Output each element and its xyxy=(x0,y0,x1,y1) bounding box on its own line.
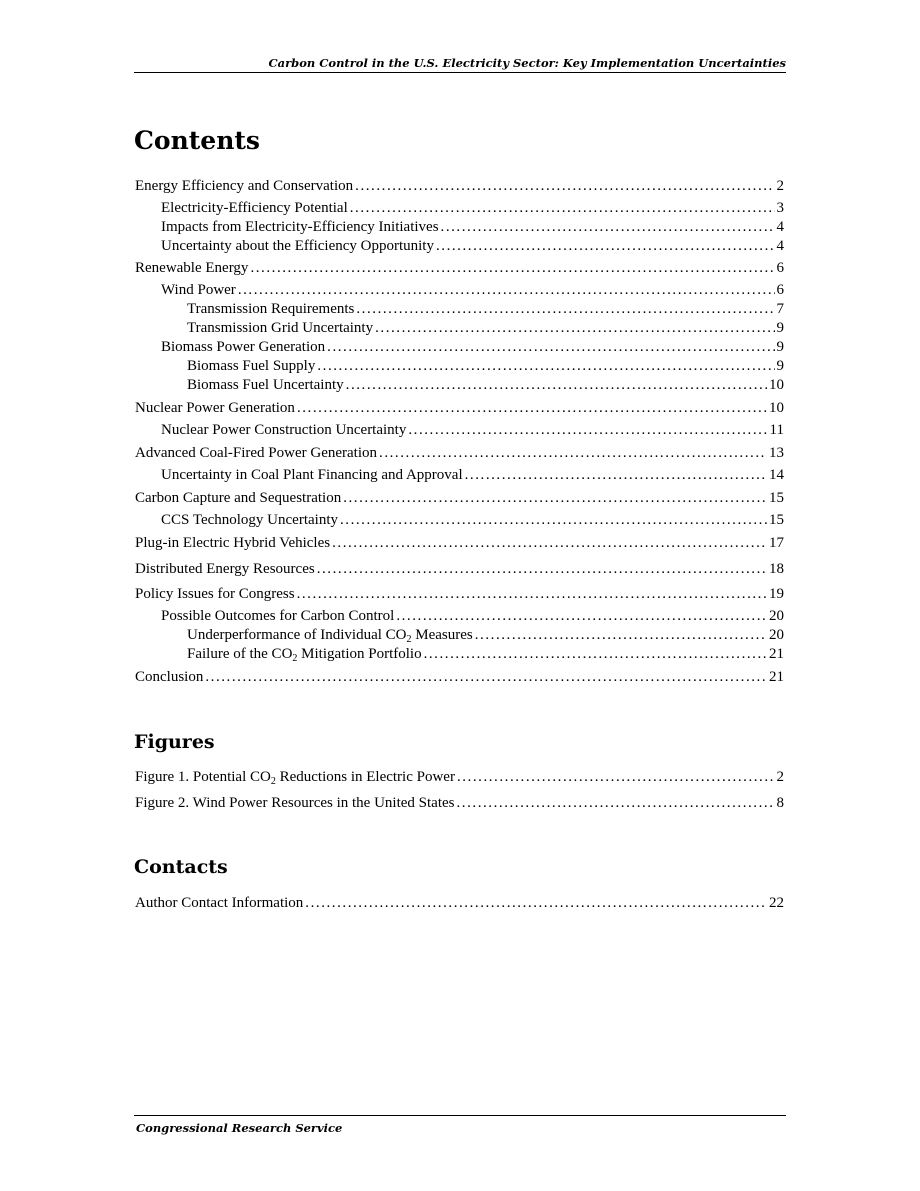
toc-entry-title: Uncertainty about the Efficiency Opportunity xyxy=(161,238,434,254)
toc-entry[interactable] xyxy=(161,607,784,626)
toc-entry-title-part: Underperformance of Individual CO xyxy=(187,627,407,643)
toc-entry-title: Biomass Power Generation xyxy=(161,339,326,355)
toc-entry-title: Carbon Capture and Sequestration xyxy=(135,490,342,506)
toc-entry[interactable] xyxy=(135,534,784,553)
toc-entry-page: 17 xyxy=(769,535,784,551)
toc-entry-title-part: Mitigation Portfolio xyxy=(297,646,422,662)
toc-entry-title: Conclusion xyxy=(135,669,204,685)
toc-entry-title-subscript: 2 xyxy=(292,653,298,664)
toc-entry[interactable] xyxy=(161,218,784,237)
toc-leader-dots xyxy=(238,281,775,300)
toc-entry[interactable] xyxy=(135,560,784,579)
figure-entry-title-part: Reductions in Electric Power xyxy=(275,769,455,785)
toc-entry[interactable] xyxy=(187,319,784,338)
toc-entry[interactable] xyxy=(187,645,784,664)
toc-entry-page: 3 xyxy=(776,200,784,216)
figure-entry-title: Figure 2. Wind Power Resources in the United States xyxy=(135,795,455,811)
contents-heading: Contents xyxy=(134,126,261,155)
toc-leader-dots xyxy=(346,376,767,395)
toc-entry-title: Nuclear Power Generation xyxy=(135,400,295,416)
toc-leader-dots xyxy=(379,444,767,463)
toc-entry-page: 21 xyxy=(769,669,784,685)
toc-entry[interactable] xyxy=(161,199,784,218)
contacts-heading: Contacts xyxy=(134,856,228,878)
toc-entry-page: 6 xyxy=(776,260,784,276)
figure-entry-title xyxy=(135,768,455,788)
contact-entry-page: 22 xyxy=(769,895,784,911)
toc-entry-title: Transmission Requirements xyxy=(187,301,355,317)
toc-entry-title xyxy=(187,626,473,646)
toc-entry[interactable] xyxy=(187,626,784,645)
toc-entry[interactable] xyxy=(135,585,784,604)
toc-leader-dots xyxy=(340,511,767,530)
toc-entry[interactable] xyxy=(187,300,784,319)
toc-entry-page: 18 xyxy=(769,561,784,577)
toc-leader-dots xyxy=(436,237,775,256)
toc-entry-page: 15 xyxy=(769,512,784,528)
footer-text: Congressional Research Service xyxy=(136,1121,343,1135)
figures-heading: Figures xyxy=(134,731,215,753)
toc-entry-page: 4 xyxy=(776,238,784,254)
toc-leader-dots xyxy=(250,259,774,278)
toc-entry-title: Nuclear Power Construction Uncertainty xyxy=(161,422,407,438)
toc-entry[interactable] xyxy=(161,421,784,440)
toc-leader-dots xyxy=(424,645,767,664)
toc-entry-title-subscript: 2 xyxy=(406,634,412,645)
toc-entry-page: 21 xyxy=(769,646,784,662)
toc-entry-title: Uncertainty in Coal Plant Financing and Approval xyxy=(161,467,463,483)
toc-leader-dots xyxy=(327,338,774,357)
figure-entry-title-subscript: 2 xyxy=(270,776,276,787)
toc-entry[interactable] xyxy=(161,338,784,357)
toc-entry-title: Distributed Energy Resources xyxy=(135,561,315,577)
toc-leader-dots xyxy=(475,626,767,645)
toc-entry[interactable] xyxy=(187,376,784,395)
toc-entry-title: Biomass Fuel Uncertainty xyxy=(187,377,344,393)
toc-entry[interactable] xyxy=(161,466,784,485)
toc-leader-dots xyxy=(355,177,774,196)
toc-entry-page: 20 xyxy=(769,627,784,643)
figure-entry[interactable] xyxy=(135,768,784,787)
toc-leader-dots xyxy=(205,668,767,687)
toc-leader-dots xyxy=(457,768,775,787)
toc-leader-dots xyxy=(317,560,767,579)
toc-leader-dots xyxy=(332,534,767,553)
toc-entry[interactable] xyxy=(135,177,784,196)
toc-entry-title-part: Measures xyxy=(411,627,473,643)
toc-leader-dots xyxy=(305,894,767,913)
toc-entry-title: Plug-in Electric Hybrid Vehicles xyxy=(135,535,331,551)
toc-entry-title xyxy=(187,645,422,665)
toc-entry-page: 14 xyxy=(769,467,784,483)
toc-entry-page: 20 xyxy=(769,608,784,624)
toc-entry-page: 13 xyxy=(769,445,784,461)
toc-leader-dots xyxy=(297,585,767,604)
toc-entry-page: 10 xyxy=(769,377,784,393)
toc-entry-title: Energy Efficiency and Conservation xyxy=(135,178,354,194)
toc-entry-title: Wind Power xyxy=(161,282,236,298)
toc-entry[interactable] xyxy=(135,444,784,463)
toc-entry-title: Impacts from Electricity-Efficiency Initiatives xyxy=(161,219,439,235)
toc-entry-page: 7 xyxy=(776,301,784,317)
toc-entry-title: Policy Issues for Congress xyxy=(135,586,295,602)
toc-entry-page: 6 xyxy=(776,282,784,298)
toc-entry-title-part: Failure of the CO xyxy=(187,646,293,662)
toc-entry-page: 19 xyxy=(769,586,784,602)
toc-leader-dots xyxy=(350,199,775,218)
toc-entry-page: 9 xyxy=(776,358,784,374)
toc-entry-title: Transmission Grid Uncertainty xyxy=(187,320,374,336)
toc-leader-dots xyxy=(356,300,774,319)
toc-entry-page: 10 xyxy=(769,400,784,416)
toc-leader-dots xyxy=(375,319,774,338)
toc-leader-dots xyxy=(441,218,775,237)
toc-leader-dots xyxy=(465,466,767,485)
toc-entry-page: 11 xyxy=(769,422,784,438)
toc-entry[interactable] xyxy=(161,237,784,256)
toc-leader-dots xyxy=(317,357,774,376)
toc-entry-page: 2 xyxy=(776,178,784,194)
contact-entry-title: Author Contact Information xyxy=(135,895,304,911)
toc-entry[interactable] xyxy=(135,668,784,687)
figure-entry-page: 2 xyxy=(776,769,784,785)
toc-entry[interactable] xyxy=(135,489,784,508)
figure-entry[interactable] xyxy=(135,794,784,813)
toc-leader-dots xyxy=(396,607,767,626)
toc-entry-page: 9 xyxy=(776,339,784,355)
toc-entry[interactable] xyxy=(161,281,784,300)
running-header: Carbon Control in the U.S. Electricity Sector: Key Implementation Uncertainties xyxy=(268,56,786,70)
figure-entry-page: 8 xyxy=(776,795,784,811)
toc-entry-title: Biomass Fuel Supply xyxy=(187,358,316,374)
toc-entry[interactable] xyxy=(135,259,784,278)
toc-entry-title: CCS Technology Uncertainty xyxy=(161,512,338,528)
figure-entry-title-part: Figure 1. Potential CO xyxy=(135,769,271,785)
toc-entry-title: Electricity-Efficiency Potential xyxy=(161,200,348,216)
toc-leader-dots xyxy=(343,489,767,508)
toc-entry[interactable] xyxy=(135,399,784,418)
toc-entry-page: 15 xyxy=(769,490,784,506)
toc-entry[interactable] xyxy=(187,357,784,376)
toc-entry-title: Renewable Energy xyxy=(135,260,249,276)
toc-entry-title: Possible Outcomes for Carbon Control xyxy=(161,608,395,624)
contact-entry[interactable] xyxy=(135,894,784,913)
toc-entry-page: 4 xyxy=(776,219,784,235)
toc-entry-title: Advanced Coal-Fired Power Generation xyxy=(135,445,378,461)
toc-leader-dots xyxy=(457,794,775,813)
toc-entry[interactable] xyxy=(161,511,784,530)
toc-leader-dots xyxy=(408,421,767,440)
toc-entry-page: 9 xyxy=(776,320,784,336)
footer-rule xyxy=(134,1115,786,1116)
toc-leader-dots xyxy=(297,399,767,418)
